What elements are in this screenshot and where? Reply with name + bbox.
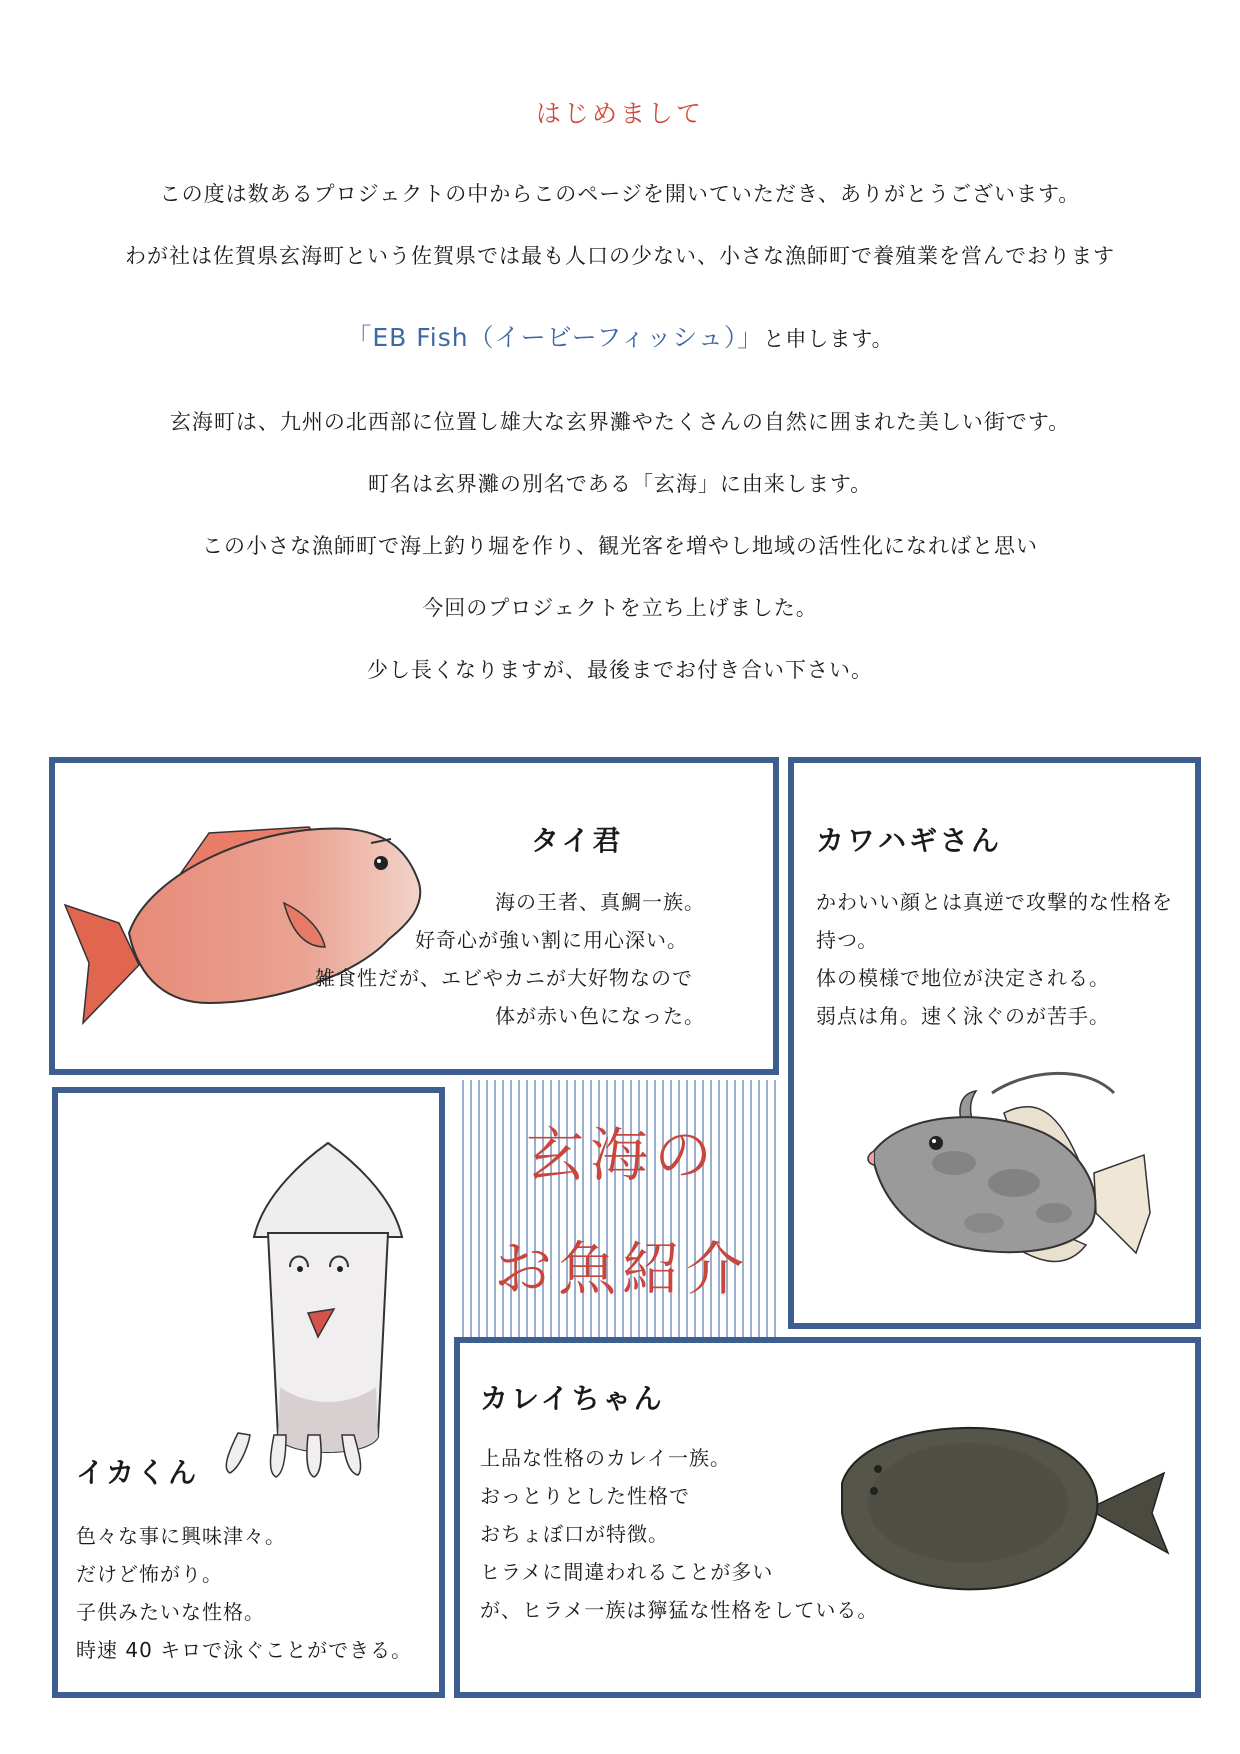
kawahagi-line-1: かわいい顔とは真逆で攻撃的な性格を bbox=[816, 890, 1173, 914]
kawahagi-line-2: 持つ。 bbox=[816, 928, 879, 952]
karei-description bbox=[480, 1439, 878, 1629]
tai-line-2: 好奇心が強い割に用心深い。 bbox=[415, 928, 688, 952]
karei-line-1: 上品な性格のカレイ一族。 bbox=[480, 1446, 731, 1470]
tai-description bbox=[245, 883, 745, 1035]
intro-line-7: 少し長くなりますが、最後までお付き合い下さい。 bbox=[367, 658, 873, 682]
kawahagi-name: カワハギさん bbox=[816, 824, 1003, 857]
panel-karei bbox=[454, 1337, 1201, 1698]
panel-kawahagi bbox=[788, 757, 1201, 1329]
intro-line-3: 玄海町は、九州の北西部に位置し雄大な玄界灘やたくさんの自然に囲まれた美しい街です。 bbox=[169, 410, 1071, 434]
intro-line-1: この度は数あるプロジェクトの中からこのページを開いていただき、ありがとうございます。 bbox=[159, 182, 1081, 206]
kawahagi-fish-illustration bbox=[864, 1063, 1164, 1313]
tai-name: タイ君 bbox=[531, 824, 624, 857]
karei-fish-illustration bbox=[838, 1413, 1178, 1603]
karei-line-3: おちょぼ口が特徴。 bbox=[480, 1522, 669, 1546]
intro-title: はじめまして bbox=[535, 99, 704, 128]
ika-tentacles bbox=[218, 1413, 378, 1483]
intro-line-5: この小さな漁師町で海上釣り堀を作り、観光客を増やし地域の活性化になればと思い bbox=[202, 534, 1038, 558]
ika-line-2: だけど怖がり。 bbox=[76, 1562, 223, 1586]
karei-line-5: が、ヒラメ一族は獰猛な性格をしている。 bbox=[480, 1598, 879, 1622]
brand-name: 「EB Fish（イービーフィッシュ）」 bbox=[346, 323, 764, 352]
intro-line-4: 町名は玄界灘の別名である「玄海」に由来します。 bbox=[367, 472, 873, 496]
ika-line-1: 色々な事に興味津々。 bbox=[76, 1524, 286, 1548]
panel-ika bbox=[52, 1087, 445, 1698]
kawahagi-line-4: 弱点は角。速く泳ぐのが苦手。 bbox=[816, 1004, 1110, 1028]
headline-line-1: 玄海の bbox=[525, 1121, 718, 1189]
karei-line-2: おっとりとした性格で bbox=[480, 1484, 690, 1508]
brand-suffix: と申します。 bbox=[763, 327, 894, 351]
ika-line-3: 子供みたいな性格。 bbox=[76, 1600, 265, 1624]
ika-name: イカくん bbox=[76, 1456, 200, 1489]
intro-brand-line bbox=[0, 318, 1240, 354]
intro-line-2: わが社は佐賀県玄海町という佐賀県では最も人口の少ない、小さな漁師町で養殖業を営んでおります bbox=[125, 244, 1115, 268]
panel-tai bbox=[49, 757, 779, 1075]
ika-description bbox=[76, 1517, 412, 1669]
intro-line-6: 今回のプロジェクトを立ち上げました。 bbox=[422, 596, 818, 620]
karei-name: カレイちゃん bbox=[480, 1382, 665, 1415]
tai-line-4: 体が赤い色になった。 bbox=[495, 1004, 705, 1028]
tai-line-1: 海の王者、真鯛一族。 bbox=[495, 890, 705, 914]
tai-line-3: 雑食性だが、エビやカニが大好物なので bbox=[315, 966, 693, 990]
karei-line-4: ヒラメに間違われることが多い bbox=[480, 1560, 774, 1584]
headline-line-2: お魚紹介 bbox=[493, 1235, 750, 1303]
kawahagi-line-3: 体の模様で地位が決定される。 bbox=[816, 966, 1110, 990]
kawahagi-description bbox=[816, 883, 1173, 1035]
ika-line-4: 時速 40 キロで泳ぐことができる。 bbox=[76, 1638, 413, 1662]
